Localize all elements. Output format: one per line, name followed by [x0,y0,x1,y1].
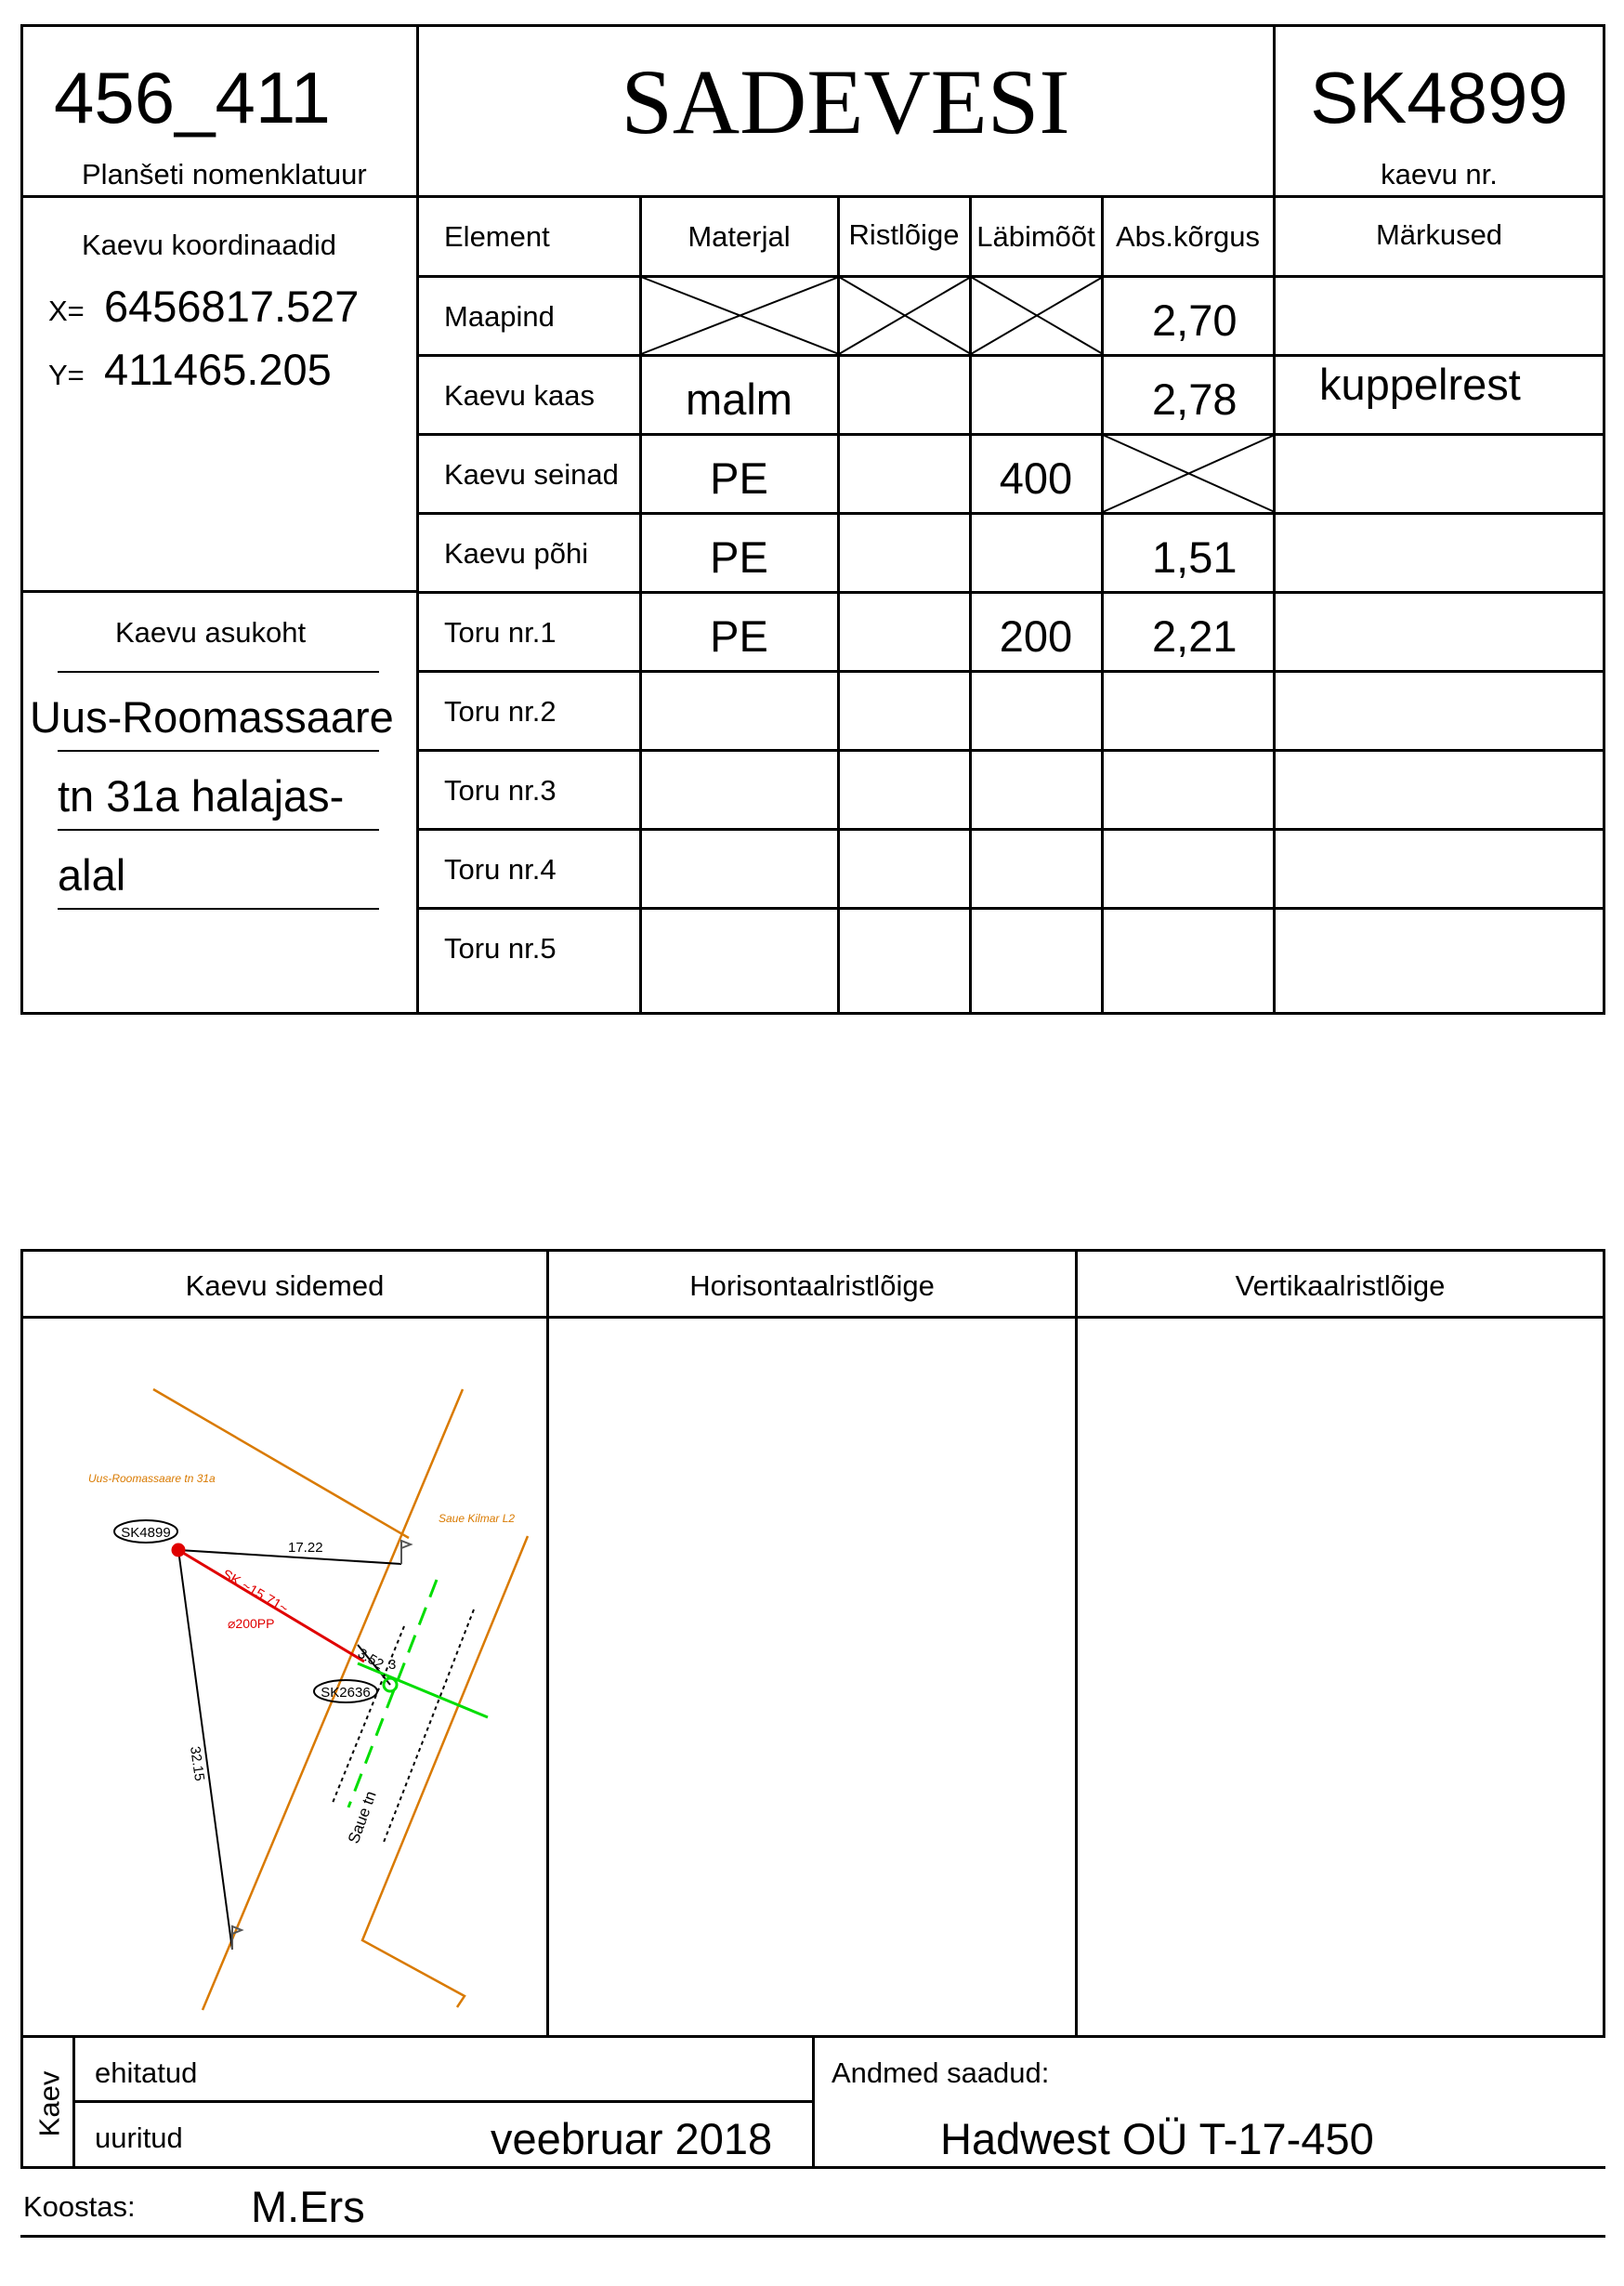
other-well-tag: SK2636 [321,1685,371,1701]
col-header-notes: Märkused [1375,218,1503,251]
section-horizontal-title: Horisontaalristlõige [689,1269,935,1302]
row-diameter: 400 [999,453,1073,503]
x-label: X= [48,295,85,327]
row-material: PE [710,532,768,582]
compiled-label: Koostas: [23,2190,136,2223]
data-from-label: Andmed saadud: [832,2056,1050,2089]
road-label: Saue tn [344,1788,380,1846]
row-abs-height: 2,78 [1152,374,1238,424]
location-line-3: alal [58,850,126,900]
street-label: Uus-Roomassaare tn 31a [88,1472,216,1485]
well-links-sketch [23,1319,546,2035]
row-element: Toru nr.2 [444,695,557,728]
surveyed-label: uuritud [95,2122,183,2154]
row-material: malm [686,374,792,424]
row-abs-height: 2,21 [1152,611,1238,661]
y-value: 411465.205 [104,345,332,394]
row-material: PE [710,453,768,503]
section-vertical-title: Vertikaalristlõige [1235,1269,1446,1302]
row-element: Maapind [444,300,555,333]
surveyed-date: veebruar 2018 [491,2114,773,2163]
pipe-label: SK ~15.71~ [219,1566,292,1618]
row-diameter: 200 [999,611,1073,661]
distance-label-1: 17.22 [288,1540,323,1556]
row-element: Toru nr.5 [444,932,557,965]
distance-label-4: 3 [388,1657,397,1673]
distance-line [178,1550,232,1950]
row-element: Kaevu põhi [444,537,589,570]
page-title: SADEVESI [621,50,1070,153]
sheet-nomenclature-label: Planšeti nomenklatuur [82,158,367,190]
col-header-element: Element [444,220,550,253]
row-notes: kuppelrest [1319,360,1521,409]
row-element: Toru nr.3 [444,774,557,807]
col-header-abs-height: Abs.kõrgus [1115,220,1261,253]
section-links-title: Kaevu sidemed [185,1269,385,1302]
data-from-value: Hadwest OÜ T-17-450 [940,2114,1374,2163]
distance-label-2: 32.15 [187,1745,208,1782]
plot-boundary-line [362,1536,528,2007]
compiled-value: M.Ers [251,2182,365,2231]
row-element: Toru nr.1 [444,616,557,649]
built-label: ehitatud [95,2056,198,2089]
row-element: Toru nr.4 [444,853,557,886]
distance-label-3: 3.52 [355,1645,386,1674]
row-element: Kaevu seinad [444,458,619,491]
well-marker [172,1544,185,1557]
row-abs-height: 2,70 [1152,296,1238,345]
well-tag: SK4899 [121,1525,171,1541]
plot-boundary-line [153,1389,409,1538]
road-edge-line [383,1609,474,1845]
col-header-diameter: Läbimõõt [976,220,1095,253]
x-value: 6456817.527 [104,282,360,331]
pipe-spec: ⌀200PP [228,1616,275,1631]
well-number-label: kaevu nr. [1381,158,1498,190]
row-element: Kaevu kaas [444,379,595,412]
sheet-nomenclature: 456_411 [54,57,331,138]
row-abs-height: 1,51 [1152,532,1238,582]
location-line-2: tn 31a halajas- [58,771,345,821]
street2-label: Saue Kilmar L2 [439,1512,516,1525]
survey-point-icon [401,1541,411,1564]
location-line-1: Uus-Roomassaare [30,692,394,742]
col-header-material: Materjal [688,220,791,253]
y-label: Y= [48,359,85,391]
well-number: SK4899 [1310,57,1568,138]
row-material: PE [710,611,768,661]
col-header-cross-section: Ristlõige [848,218,960,251]
kaev-side-label: Kaev [33,2070,66,2137]
coordinates-label: Kaevu koordinaadid [82,229,337,261]
location-label: Kaevu asukoht [115,616,307,649]
